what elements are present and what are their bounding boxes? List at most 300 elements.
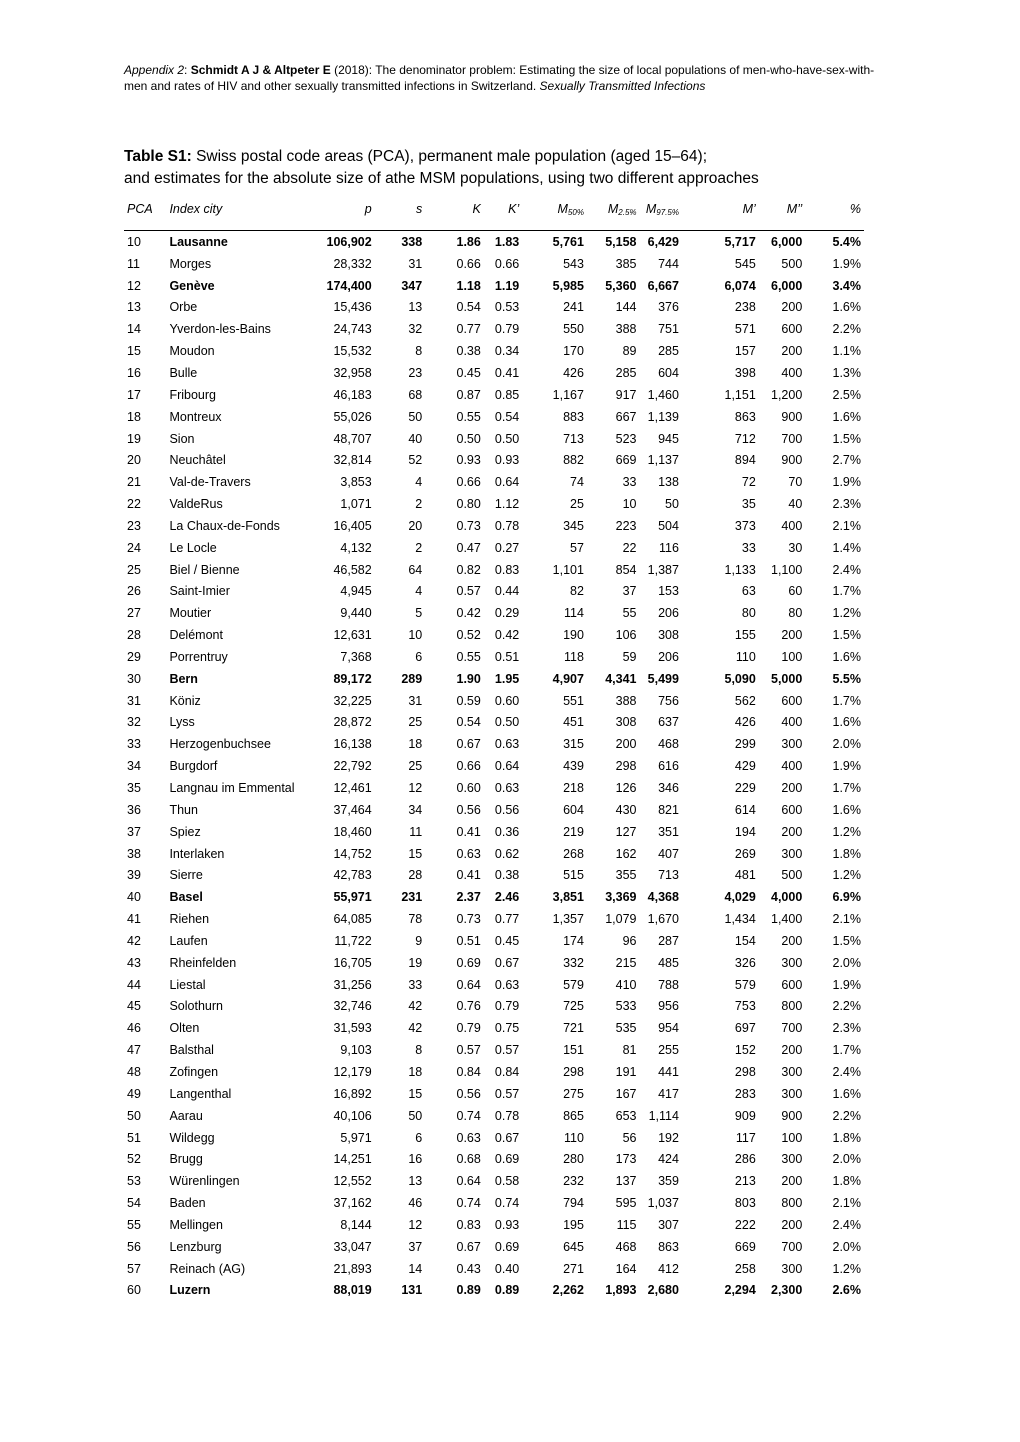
col-header-k-prime: K’ bbox=[508, 202, 520, 216]
cell-percent: 1.8% bbox=[832, 846, 861, 861]
cell-p: 88,019 bbox=[333, 1283, 372, 1298]
cell-m-double-prime: 400 bbox=[781, 365, 803, 380]
cell-m-prime: 154 bbox=[734, 933, 756, 948]
cell-pca: 60 bbox=[127, 1283, 141, 1298]
table-row bbox=[124, 886, 864, 908]
cell-m-prime: 326 bbox=[734, 955, 756, 970]
cell-k: 0.60 bbox=[456, 781, 481, 796]
cell-percent: 2.3% bbox=[832, 497, 861, 512]
cell-k-prime: 0.93 bbox=[494, 453, 520, 468]
cell-k: 0.67 bbox=[456, 737, 481, 752]
cell-m-prime: 4,029 bbox=[724, 890, 756, 905]
cell-k-prime: 1.12 bbox=[494, 497, 520, 512]
col-header-m25-main: M bbox=[607, 201, 619, 216]
cell-k-prime: 0.50 bbox=[494, 715, 520, 730]
table-row bbox=[124, 581, 864, 603]
cell-m-prime: 398 bbox=[734, 365, 756, 380]
cell-p: 15,532 bbox=[333, 344, 372, 359]
cell-percent: 2.5% bbox=[832, 387, 861, 402]
table-row bbox=[124, 646, 864, 668]
cell-pca: 25 bbox=[127, 562, 141, 577]
cell-city: Neuchâtel bbox=[169, 453, 226, 468]
cell-pca: 48 bbox=[127, 1064, 141, 1079]
cell-m25: 854 bbox=[615, 562, 637, 577]
cell-pca: 22 bbox=[127, 497, 141, 512]
cell-city: Val-de-Travers bbox=[169, 475, 251, 490]
cell-m-double-prime: 300 bbox=[781, 1086, 803, 1101]
cell-m975: 351 bbox=[658, 824, 679, 839]
cell-p: 7,368 bbox=[340, 649, 372, 664]
table-row bbox=[124, 471, 864, 493]
cell-pca: 52 bbox=[127, 1152, 141, 1167]
cell-m-prime: 258 bbox=[734, 1261, 756, 1276]
cell-m975: 604 bbox=[658, 365, 679, 380]
cell-k: 0.80 bbox=[456, 497, 481, 512]
cell-m-double-prime: 800 bbox=[781, 999, 803, 1014]
cell-pca: 56 bbox=[127, 1239, 141, 1254]
cell-percent: 1.4% bbox=[832, 540, 861, 555]
cell-city: Würenlingen bbox=[169, 1174, 240, 1189]
cell-percent: 1.5% bbox=[832, 431, 861, 446]
table-row bbox=[124, 733, 864, 755]
cell-m-double-prime: 300 bbox=[781, 1064, 803, 1079]
cell-m50: 170 bbox=[563, 344, 584, 359]
table-row bbox=[124, 908, 864, 930]
table-title-line1: Swiss postal code areas (PCA), permanent male population (aged 15–64); bbox=[191, 148, 707, 165]
cell-m975: 744 bbox=[658, 256, 679, 271]
cell-pca: 49 bbox=[127, 1086, 141, 1101]
cell-k-prime: 0.93 bbox=[494, 1217, 520, 1232]
cell-m-double-prime: 600 bbox=[781, 693, 803, 708]
table-row bbox=[124, 1214, 864, 1236]
cell-city: Baden bbox=[169, 1196, 206, 1211]
cell-m-prime: 579 bbox=[734, 977, 756, 992]
cell-k-prime: 0.78 bbox=[494, 1108, 520, 1123]
cell-k: 0.64 bbox=[456, 1174, 481, 1189]
cell-city: Riehen bbox=[169, 912, 210, 927]
cell-pca: 55 bbox=[127, 1217, 141, 1232]
cell-m-prime: 863 bbox=[734, 409, 756, 424]
cell-m-double-prime: 1,400 bbox=[771, 912, 803, 927]
cell-m975: 1,137 bbox=[647, 453, 679, 468]
cell-m25: 162 bbox=[615, 846, 637, 861]
cell-m-double-prime: 300 bbox=[781, 1261, 803, 1276]
cell-m975: 485 bbox=[658, 955, 679, 970]
cell-m50: 551 bbox=[563, 693, 584, 708]
cell-pca: 38 bbox=[127, 846, 141, 861]
cell-percent: 1.2% bbox=[832, 824, 861, 839]
cell-city: Balsthal bbox=[169, 1043, 214, 1058]
cell-m50: 865 bbox=[563, 1108, 584, 1123]
cell-m50: 110 bbox=[564, 1130, 584, 1145]
cell-k: 0.79 bbox=[456, 1021, 481, 1036]
cell-m-double-prime: 800 bbox=[781, 1196, 803, 1211]
cell-k-prime: 0.54 bbox=[494, 409, 520, 424]
cell-percent: 1.7% bbox=[832, 584, 861, 599]
cell-m-double-prime: 4,000 bbox=[771, 890, 803, 905]
cell-pca: 41 bbox=[127, 912, 141, 927]
cell-percent: 1.2% bbox=[832, 606, 861, 621]
cell-m-double-prime: 700 bbox=[781, 1239, 803, 1254]
cell-pca: 36 bbox=[127, 802, 141, 817]
cell-k: 0.69 bbox=[456, 955, 481, 970]
cell-m975: 308 bbox=[658, 628, 679, 643]
cell-p: 28,332 bbox=[333, 256, 372, 271]
cell-m975: 1,387 bbox=[647, 562, 679, 577]
cell-k-prime: 0.63 bbox=[494, 977, 520, 992]
cell-city: Mellingen bbox=[169, 1217, 223, 1232]
cell-k-prime: 0.40 bbox=[494, 1261, 520, 1276]
cell-m975: 4,368 bbox=[647, 890, 679, 905]
cell-k: 0.57 bbox=[456, 1043, 481, 1058]
cell-m-double-prime: 700 bbox=[781, 431, 803, 446]
cell-m25: 22 bbox=[622, 540, 637, 555]
cell-m25: 96 bbox=[622, 933, 637, 948]
cell-s: 4 bbox=[415, 475, 423, 490]
cell-s: 42 bbox=[408, 999, 423, 1014]
col-header-percent: % bbox=[849, 202, 861, 216]
cell-k-prime: 0.67 bbox=[494, 955, 520, 970]
cell-m50: 174 bbox=[563, 933, 584, 948]
cell-k: 0.43 bbox=[456, 1261, 481, 1276]
cell-k-prime: 0.42 bbox=[494, 628, 520, 643]
cell-m-double-prime: 100 bbox=[781, 649, 803, 664]
cell-m-prime: 229 bbox=[734, 781, 756, 796]
cell-m50: 1,101 bbox=[552, 562, 584, 577]
cell-pca: 37 bbox=[127, 824, 141, 839]
cell-m50: 118 bbox=[564, 649, 584, 664]
cell-s: 6 bbox=[415, 649, 423, 664]
cell-s: 131 bbox=[401, 1283, 423, 1298]
cell-m25: 115 bbox=[616, 1217, 637, 1232]
cell-city: Morges bbox=[169, 256, 212, 271]
cell-city: Lyss bbox=[169, 715, 195, 730]
cell-m25: 308 bbox=[615, 715, 637, 730]
cell-k: 0.41 bbox=[456, 824, 481, 839]
table-row bbox=[124, 974, 864, 996]
cell-s: 34 bbox=[408, 802, 423, 817]
cell-p: 8,144 bbox=[340, 1217, 372, 1232]
cell-m50: 218 bbox=[563, 781, 584, 796]
cell-city: Zofingen bbox=[169, 1064, 219, 1079]
cell-k-prime: 0.29 bbox=[494, 606, 520, 621]
table-row bbox=[124, 1192, 864, 1214]
cell-m975: 206 bbox=[658, 649, 679, 664]
cell-m25: 917 bbox=[615, 387, 637, 402]
cell-k: 1.18 bbox=[456, 278, 481, 293]
cell-city: Saint-Imier bbox=[169, 584, 230, 599]
table-row bbox=[124, 231, 864, 253]
cell-p: 3,853 bbox=[340, 475, 372, 490]
table-row bbox=[124, 515, 864, 537]
cell-k: 0.76 bbox=[456, 999, 481, 1014]
cell-m975: 359 bbox=[658, 1174, 679, 1189]
cell-city: Langenthal bbox=[169, 1086, 232, 1101]
cell-pca: 29 bbox=[127, 649, 141, 664]
cell-m-double-prime: 80 bbox=[788, 606, 803, 621]
cell-p: 15,436 bbox=[333, 300, 372, 315]
cell-m25: 653 bbox=[615, 1108, 637, 1123]
cell-k-prime: 0.63 bbox=[494, 781, 520, 796]
cell-k-prime: 0.67 bbox=[494, 1130, 520, 1145]
cell-percent: 1.9% bbox=[832, 759, 861, 774]
cell-m-double-prime: 600 bbox=[781, 322, 803, 337]
cell-m50: 190 bbox=[563, 628, 584, 643]
cell-k: 0.64 bbox=[456, 977, 481, 992]
cell-city: Reinach (AG) bbox=[169, 1261, 246, 1276]
cell-city: Herzogenbuchsee bbox=[169, 737, 271, 752]
cell-m-prime: 697 bbox=[734, 1021, 756, 1036]
cell-s: 50 bbox=[408, 409, 423, 424]
cell-k-prime: 2.46 bbox=[494, 890, 520, 905]
cell-m25: 215 bbox=[615, 955, 637, 970]
cell-m25: 10 bbox=[622, 497, 637, 512]
cell-m-double-prime: 300 bbox=[781, 955, 803, 970]
data-table bbox=[124, 198, 864, 1301]
cell-s: 78 bbox=[408, 912, 423, 927]
cell-s: 28 bbox=[408, 868, 423, 883]
cell-k-prime: 0.50 bbox=[494, 431, 520, 446]
table-title-label: Table S1: bbox=[124, 148, 192, 165]
cell-k: 0.54 bbox=[456, 715, 481, 730]
col-header-m50-main: M bbox=[557, 201, 568, 216]
cell-pca: 47 bbox=[127, 1043, 141, 1058]
citation-journal: Sexually Transmitted Infections bbox=[539, 79, 706, 93]
cell-m-double-prime: 900 bbox=[781, 453, 803, 468]
cell-s: 37 bbox=[408, 1239, 423, 1254]
cell-m-prime: 152 bbox=[734, 1043, 756, 1058]
cell-percent: 1.7% bbox=[832, 781, 861, 796]
cell-m-prime: 562 bbox=[734, 693, 756, 708]
cell-k-prime: 0.60 bbox=[494, 693, 520, 708]
cell-m-double-prime: 200 bbox=[781, 1043, 803, 1058]
cell-s: 12 bbox=[408, 781, 423, 796]
cell-m50: 2,262 bbox=[552, 1283, 584, 1298]
table-row bbox=[124, 864, 864, 886]
cell-s: 347 bbox=[401, 278, 423, 293]
table-row bbox=[124, 406, 864, 428]
cell-m-double-prime: 600 bbox=[781, 977, 803, 992]
cell-pca: 13 bbox=[127, 300, 141, 315]
cell-k: 0.77 bbox=[456, 322, 481, 337]
cell-m-double-prime: 600 bbox=[781, 802, 803, 817]
cell-percent: 1.7% bbox=[832, 1043, 861, 1058]
cell-pca: 26 bbox=[127, 584, 141, 599]
cell-m975: 1,460 bbox=[647, 387, 679, 402]
cell-m-double-prime: 200 bbox=[781, 1217, 803, 1232]
cell-k-prime: 0.51 bbox=[494, 649, 520, 664]
cell-s: 50 bbox=[408, 1108, 423, 1123]
cell-m-double-prime: 400 bbox=[781, 715, 803, 730]
cell-city: ValdeRus bbox=[169, 497, 223, 512]
cell-m25: 59 bbox=[622, 649, 637, 664]
table-row bbox=[124, 1105, 864, 1127]
cell-pca: 24 bbox=[127, 540, 141, 555]
cell-p: 16,705 bbox=[333, 955, 372, 970]
cell-city: Fribourg bbox=[169, 387, 216, 402]
cell-p: 14,752 bbox=[333, 846, 372, 861]
cell-m975: 956 bbox=[658, 999, 679, 1014]
cell-m25: 37 bbox=[622, 584, 637, 599]
cell-m50: 345 bbox=[563, 518, 584, 533]
cell-m25: 535 bbox=[615, 1021, 637, 1036]
cell-pca: 45 bbox=[127, 999, 141, 1014]
cell-k-prime: 0.83 bbox=[494, 562, 520, 577]
cell-pca: 51 bbox=[127, 1130, 141, 1145]
cell-m50: 151 bbox=[563, 1043, 584, 1058]
cell-m975: 192 bbox=[658, 1130, 679, 1145]
cell-k-prime: 0.64 bbox=[494, 475, 520, 490]
cell-s: 13 bbox=[408, 300, 423, 315]
cell-m-prime: 194 bbox=[734, 824, 756, 839]
table-row bbox=[124, 930, 864, 952]
cell-pca: 10 bbox=[127, 234, 141, 249]
cell-m-prime: 33 bbox=[741, 540, 756, 555]
cell-m-double-prime: 700 bbox=[781, 1021, 803, 1036]
cell-p: 37,162 bbox=[333, 1196, 372, 1211]
cell-p: 22,792 bbox=[333, 759, 372, 774]
cell-m25: 55 bbox=[622, 606, 637, 621]
cell-m-prime: 80 bbox=[741, 606, 756, 621]
col-header-m-double-prime: M’’ bbox=[786, 202, 803, 216]
cell-s: 289 bbox=[401, 671, 423, 686]
table-row bbox=[124, 952, 864, 974]
cell-p: 31,256 bbox=[333, 977, 372, 992]
cell-percent: 2.4% bbox=[832, 562, 861, 577]
cell-m975: 138 bbox=[658, 475, 679, 490]
cell-city: Lenzburg bbox=[169, 1239, 222, 1254]
cell-pca: 23 bbox=[127, 518, 141, 533]
cell-k: 0.56 bbox=[456, 1086, 481, 1101]
cell-percent: 2.1% bbox=[832, 518, 861, 533]
cell-pca: 44 bbox=[127, 977, 141, 992]
cell-s: 46 bbox=[408, 1196, 423, 1211]
cell-pca: 19 bbox=[127, 431, 141, 446]
cell-percent: 2.6% bbox=[832, 1283, 861, 1298]
table-row bbox=[124, 755, 864, 777]
cell-m-prime: 117 bbox=[735, 1130, 756, 1145]
cell-m25: 669 bbox=[615, 453, 637, 468]
cell-city: La Chaux-de-Fonds bbox=[169, 518, 280, 533]
cell-m-prime: 909 bbox=[734, 1108, 756, 1123]
cell-k-prime: 0.38 bbox=[494, 868, 520, 883]
cell-s: 10 bbox=[408, 628, 423, 643]
cell-m-prime: 803 bbox=[734, 1196, 756, 1211]
cell-m25: 298 bbox=[615, 759, 637, 774]
cell-city: Le Locle bbox=[169, 540, 217, 555]
cell-pca: 16 bbox=[127, 365, 141, 380]
cell-p: 46,582 bbox=[333, 562, 372, 577]
cell-p: 55,971 bbox=[333, 890, 372, 905]
cell-m50: 219 bbox=[563, 824, 584, 839]
col-header-m975 bbox=[640, 198, 682, 220]
col-header-m25-sub: 2.5% bbox=[618, 207, 637, 217]
cell-percent: 2.0% bbox=[832, 1239, 861, 1254]
col-header-m975-sub: 97.5% bbox=[656, 207, 679, 217]
table-header-row bbox=[124, 198, 864, 220]
cell-p: 12,461 bbox=[333, 781, 372, 796]
table-row bbox=[124, 1061, 864, 1083]
cell-m50: 4,907 bbox=[552, 671, 584, 686]
cell-s: 25 bbox=[408, 759, 423, 774]
cell-percent: 5.4% bbox=[832, 234, 861, 249]
cell-m-double-prime: 300 bbox=[781, 1152, 803, 1167]
table-row bbox=[124, 449, 864, 471]
cell-city: Aarau bbox=[169, 1108, 203, 1123]
cell-m975: 441 bbox=[658, 1064, 679, 1079]
cell-m975: 412 bbox=[658, 1261, 679, 1276]
cell-k-prime: 0.44 bbox=[494, 584, 520, 599]
cell-m25: 533 bbox=[615, 999, 637, 1014]
cell-m-double-prime: 5,000 bbox=[771, 671, 803, 686]
cell-percent: 1.8% bbox=[832, 1174, 861, 1189]
cell-k: 0.74 bbox=[456, 1108, 481, 1123]
cell-m975: 1,114 bbox=[648, 1108, 679, 1123]
cell-m50: 882 bbox=[563, 453, 584, 468]
table-row bbox=[124, 340, 864, 362]
cell-m975: 255 bbox=[658, 1043, 679, 1058]
cell-percent: 1.6% bbox=[832, 715, 861, 730]
cell-p: 14,251 bbox=[333, 1152, 372, 1167]
cell-pca: 20 bbox=[127, 453, 141, 468]
cell-pca: 30 bbox=[127, 671, 141, 686]
cell-m25: 1,079 bbox=[605, 912, 637, 927]
cell-percent: 2.4% bbox=[832, 1064, 861, 1079]
cell-m25: 468 bbox=[615, 1239, 637, 1254]
cell-m50: 275 bbox=[563, 1086, 584, 1101]
cell-m-prime: 712 bbox=[734, 431, 756, 446]
cell-m975: 407 bbox=[658, 846, 679, 861]
cell-m25: 388 bbox=[615, 693, 637, 708]
cell-percent: 1.3% bbox=[832, 365, 861, 380]
cell-m25: 223 bbox=[615, 518, 637, 533]
cell-m50: 579 bbox=[563, 977, 584, 992]
cell-m975: 153 bbox=[658, 584, 679, 599]
cell-k-prime: 0.69 bbox=[494, 1239, 520, 1254]
cell-m25: 33 bbox=[622, 475, 637, 490]
cell-pca: 27 bbox=[127, 606, 141, 621]
cell-city: Sion bbox=[169, 431, 195, 446]
cell-pca: 11 bbox=[127, 256, 140, 271]
cell-m-prime: 155 bbox=[734, 628, 756, 643]
cell-m-prime: 429 bbox=[734, 759, 756, 774]
cell-k-prime: 1.83 bbox=[494, 234, 520, 249]
cell-percent: 1.2% bbox=[832, 868, 861, 883]
cell-m25: 89 bbox=[622, 344, 637, 359]
table-row bbox=[124, 362, 864, 384]
cell-k: 0.42 bbox=[456, 606, 481, 621]
col-header-m25 bbox=[587, 198, 640, 220]
cell-pca: 28 bbox=[127, 628, 141, 643]
cell-m-prime: 6,074 bbox=[724, 278, 756, 293]
cell-m50: 57 bbox=[570, 540, 584, 555]
col-header-pca: PCA bbox=[127, 202, 153, 216]
cell-m-prime: 5,090 bbox=[724, 671, 756, 686]
cell-k-prime: 0.36 bbox=[494, 824, 520, 839]
cell-percent: 6.9% bbox=[832, 890, 861, 905]
cell-s: 31 bbox=[408, 693, 423, 708]
cell-percent: 1.8% bbox=[832, 1130, 861, 1145]
cell-pca: 17 bbox=[127, 387, 141, 402]
cell-m25: 410 bbox=[615, 977, 637, 992]
cell-k-prime: 0.79 bbox=[494, 999, 520, 1014]
cell-m975: 756 bbox=[658, 693, 679, 708]
cell-percent: 2.2% bbox=[832, 1108, 861, 1123]
cell-m-prime: 298 bbox=[734, 1064, 756, 1079]
cell-m975: 1,037 bbox=[647, 1196, 679, 1211]
cell-k: 0.50 bbox=[456, 431, 481, 446]
cell-p: 32,958 bbox=[333, 365, 372, 380]
